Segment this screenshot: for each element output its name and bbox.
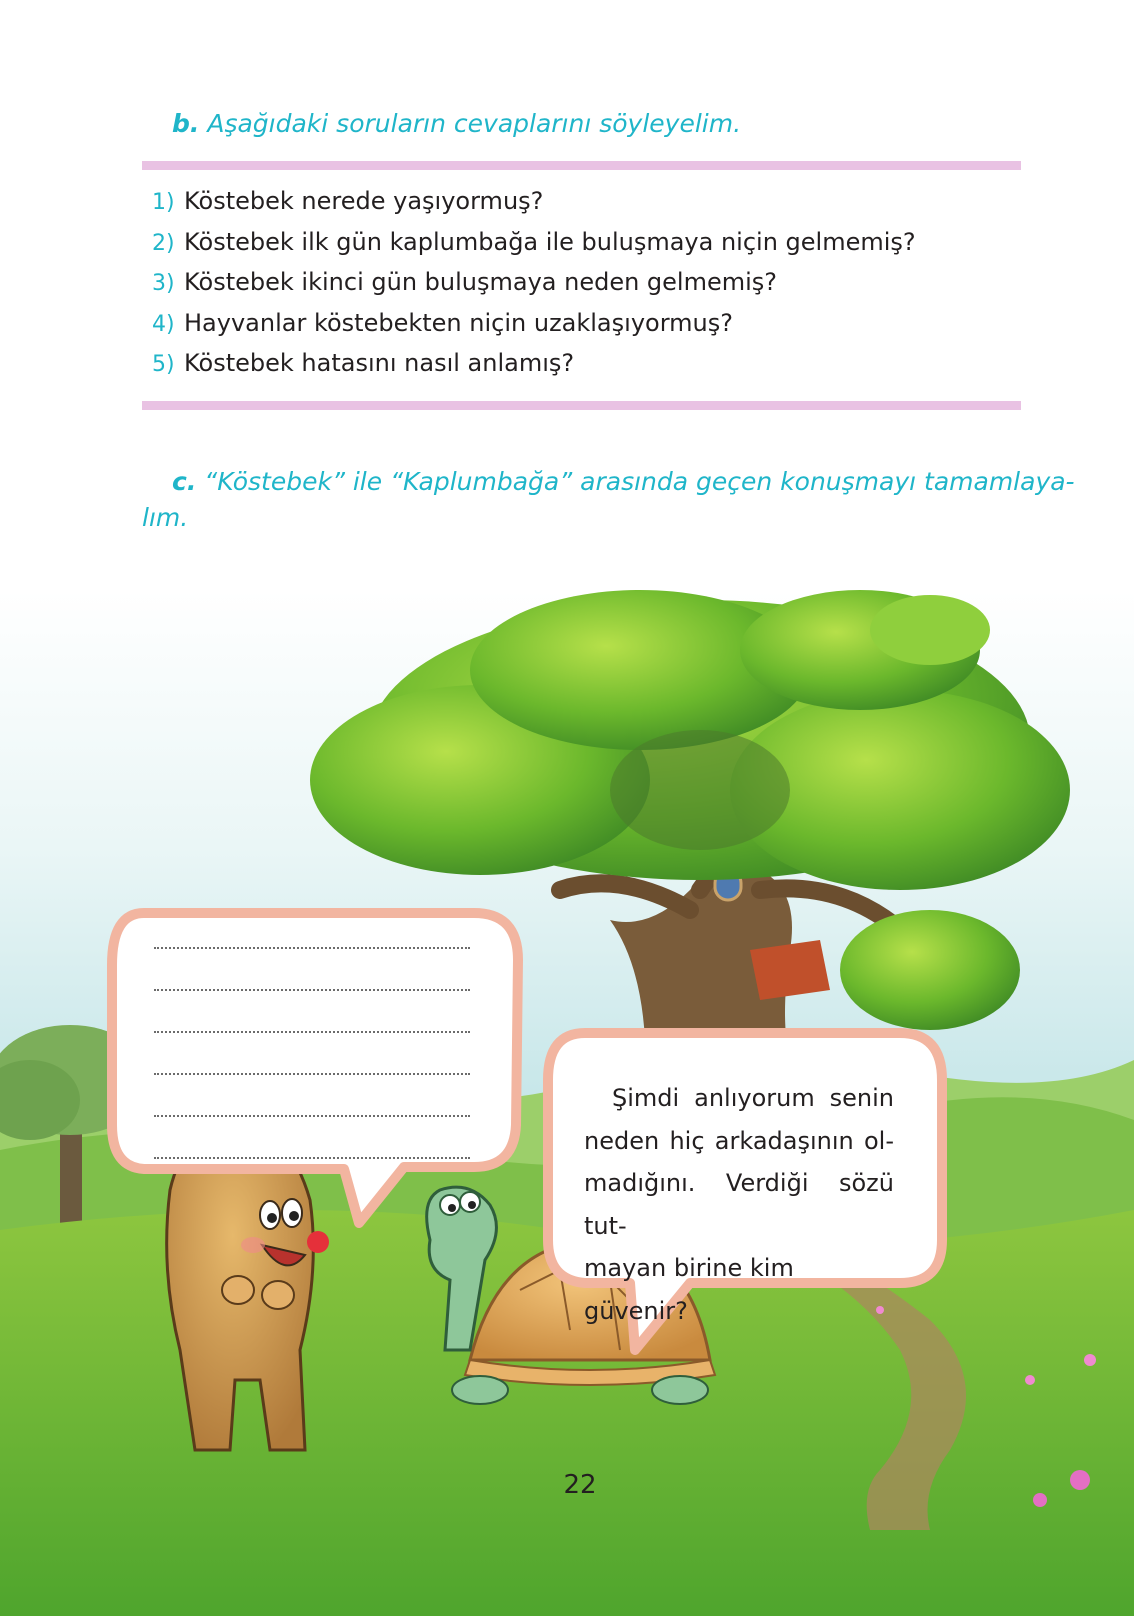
- section-c-title-line2: lım.: [142, 503, 189, 532]
- question-list: [152, 181, 916, 384]
- question-number: 4): [152, 311, 175, 337]
- section-b-letter: b.: [172, 109, 200, 138]
- answer-line[interactable]: [154, 1073, 470, 1075]
- right-bush: [840, 910, 1020, 1030]
- turtle-speech-line: madığını. Verdiği sözü tut-: [584, 1169, 894, 1240]
- answer-line[interactable]: [154, 1157, 470, 1159]
- turtle-speech-line: neden hiç arkadaşının ol-: [584, 1126, 894, 1155]
- mole-speech-bubble: [104, 905, 524, 1245]
- question-number: 1): [152, 190, 175, 215]
- answer-line[interactable]: [154, 1031, 470, 1033]
- question-number: 5): [152, 352, 175, 377]
- question-item: [152, 262, 916, 303]
- question-number: 3): [152, 271, 175, 296]
- turtle-speech-text: [584, 1077, 894, 1332]
- top-divider: [142, 161, 1021, 170]
- question-item: [152, 181, 916, 222]
- section-c-heading: [142, 464, 1075, 536]
- question-text: Hayvanlar köstebekten niçin uzaklaşıyormuş?: [184, 308, 733, 337]
- question-text: Köstebek ikinci gün buluşmaya neden gelmemiş?: [184, 268, 778, 296]
- answer-line[interactable]: [154, 1115, 470, 1117]
- question-item: [152, 303, 916, 344]
- question-item: [152, 343, 916, 384]
- answer-line[interactable]: [154, 989, 470, 991]
- section-b-heading: [172, 106, 741, 142]
- turtle-speech-line: mayan birine kim güvenir?: [584, 1254, 794, 1325]
- question-item: [152, 222, 916, 263]
- tree-house-roof: [750, 940, 830, 1000]
- question-text: Köstebek hatasını nasıl anlamış?: [184, 349, 575, 377]
- question-text: Köstebek ilk gün kaplumbağa ile buluşmaya niçin gelmemiş?: [184, 227, 916, 256]
- question-number: 2): [152, 230, 175, 256]
- answer-line[interactable]: [154, 947, 470, 949]
- section-b-title: Aşağıdaki soruların cevaplarını söyleyelim.: [207, 109, 742, 138]
- bottom-divider: [142, 401, 1021, 410]
- page-number: 22: [563, 1470, 597, 1500]
- question-text: Köstebek nerede yaşıyormuş?: [184, 187, 544, 215]
- turtle-speech-line: Şimdi anlıyorum senin: [612, 1084, 894, 1112]
- section-c-title-line1: “Köstebek” ile “Kaplumbağa” arasında geçen konuşmayı tamamlaya-: [204, 467, 1075, 496]
- section-c-letter: c.: [172, 467, 197, 496]
